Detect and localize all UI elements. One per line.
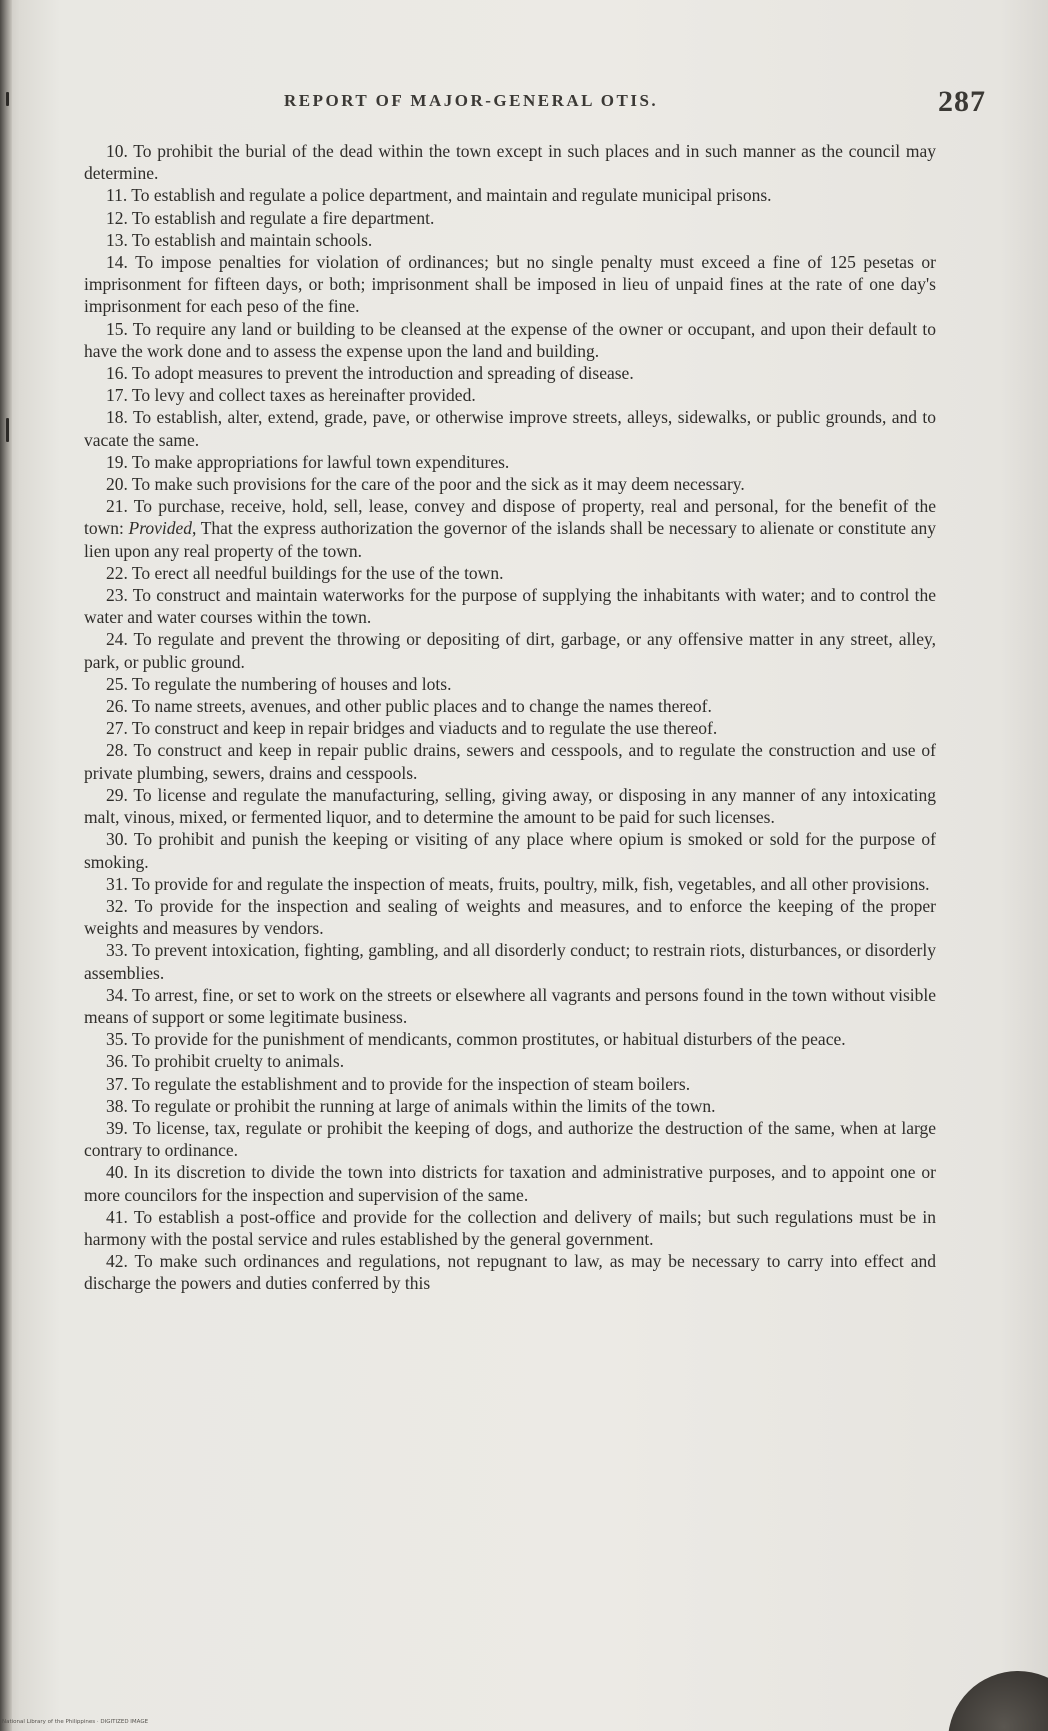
paragraph-34: 34. To arrest, fine, or set to work on the streets or elsewhere all vagrants and persons found in the town without visible means of support or some legitimate business. (84, 984, 936, 1027)
paragraph-10: 10. To prohibit the burial of the dead within the town except in such places and in such manner as the council may determine. (84, 141, 936, 184)
paragraph-14: 14. To impose penalties for violation of ordinances; but no single penalty must exceed a fine of 125 pesetas or imprisonment for fifteen days, or both; imprisonment shall be imposed in lieu of unpaid fines at the rate of one day's imprisonment for each peso of the fine. (84, 252, 936, 317)
scan-footer-note: National Library of the Philippines · DIGITIZED IMAGE (2, 1719, 149, 1725)
paragraph-41: 41. To establish a post-office and provide for the collection and delivery of mails; but such regulations must be in harmony with the postal service and rules established by the general government. (84, 1206, 936, 1249)
paragraph-17: 17. To levy and collect taxes as hereinafter provided. (106, 385, 476, 406)
paragraph-39: 39. To license, tax, regulate or prohibit the keeping of dogs, and authorize the destruction of the same, when at large contrary to ordinance. (84, 1117, 936, 1161)
paragraph-18: 18. To establish, alter, extend, grade, pave, or otherwise improve streets, alleys, sidewalks, or public grounds, and to vacate the same. (84, 407, 936, 450)
paragraph-23: 23. To construct and maintain waterworks for the purpose of supplying the inhabitants with water; and to control the water and water courses within the town. (84, 585, 936, 628)
page-binding-edge (0, 0, 12, 1731)
paragraph-13: 13. To establish and maintain schools. (106, 229, 373, 250)
page-number: 287 (938, 85, 986, 118)
provided-word: Provided (128, 518, 193, 539)
paragraph-21-start: 21. To purchase, receive, hold, sell, lease, convey and dispose of property, real and personal, for the benefit of the town: (84, 496, 936, 539)
paragraph-21-rest: , That the express authorization the governor of the islands shall be necessary to alienate or constitute any lien upon any real property of the town. (84, 518, 936, 561)
paragraph-35: 35. To provide for the punishment of mendicants, common prostitutes, or habitual disturbers of the peace. (106, 1029, 846, 1050)
paragraph-37: 37. To regulate the establishment and to provide for the inspection of steam boilers. (106, 1073, 691, 1094)
paragraph-15: 15. To require any land or building to be cleansed at the expense of the owner or occupant, and upon their default to have the work done and to assess the expense upon the land and building. (84, 318, 936, 361)
body-text (84, 140, 936, 1295)
paragraph-31: 31. To provide for and regulate the inspection of meats, fruits, poultry, milk, fish, vegetables, and all other provisions. (106, 873, 930, 894)
paragraph-25: 25. To regulate the numbering of houses and lots. (106, 673, 452, 694)
paragraph-21 (84, 495, 936, 562)
paragraph-20: 20. To make such provisions for the care of the poor and the sick as it may deem necessary. (106, 474, 745, 495)
paragraph-11: 11. To establish and regulate a police department, and maintain and regulate municipal prisons. (106, 185, 772, 206)
running-title: REPORT OF MAJOR-GENERAL OTIS. (284, 91, 659, 110)
paragraph-26: 26. To name streets, avenues, and other public places and to change the names thereof. (106, 696, 712, 717)
paragraph-32: 32. To provide for the inspection and sealing of weights and measures, and to enforce the keeping of the proper weights and measures by vendors. (84, 895, 936, 939)
paragraph-28: 28. To construct and keep in repair public drains, sewers and cesspools, and to regulate the construction and use of private plumbing, sewers, drains and cesspools. (84, 740, 936, 783)
paragraph-24: 24. To regulate and prevent the throwing or depositing of dirt, garbage, or any offensive matter in any street, alley, park, or public ground. (84, 629, 936, 672)
paragraph-42: 42. To make such ordinances and regulations, not repugnant to law, as may be necessary to carry into effect and discharge the powers and duties conferred by this (84, 1251, 936, 1294)
paragraph-27: 27. To construct and keep in repair bridges and viaducts and to regulate the use thereof. (106, 718, 718, 739)
paragraph-33: 33. To prevent intoxication, fighting, gambling, and all disorderly conduct; to restrain riots, disturbances, or disorderly assemblies. (84, 940, 936, 983)
paragraph-36: 36. To prohibit cruelty to animals. (106, 1051, 345, 1072)
paragraph-19: 19. To make appropriations for lawful town expenditures. (106, 451, 510, 472)
paragraph-16: 16. To adopt measures to prevent the introduction and spreading of disease. (106, 363, 634, 384)
paragraph-30: 30. To prohibit and punish the keeping or visiting of any place where opium is smoked or sold for the purpose of smoking. (84, 829, 936, 872)
paragraph-22: 22. To erect all needful buildings for the use of the town. (106, 562, 504, 583)
paragraph-40: 40. In its discretion to divide the town into districts for taxation and administrative purposes, and to appoint one or more councilors for the inspection and supervision of the same. (84, 1162, 936, 1205)
paragraph-12: 12. To establish and regulate a fire department. (106, 207, 435, 228)
paragraph-29: 29. To license and regulate the manufacturing, selling, giving away, or disposing in any manner of any intoxicating malt, vinous, mixed, or fermented liquor, and to determine the amount to be paid for such licenses. (84, 784, 936, 828)
page-header (84, 85, 986, 119)
paragraph-38: 38. To regulate or prohibit the running at large of animals within the limits of the town. (106, 1095, 716, 1116)
binding-mark (6, 418, 9, 442)
binding-mark (6, 92, 9, 106)
scanner-thumb-shadow (948, 1671, 1048, 1731)
